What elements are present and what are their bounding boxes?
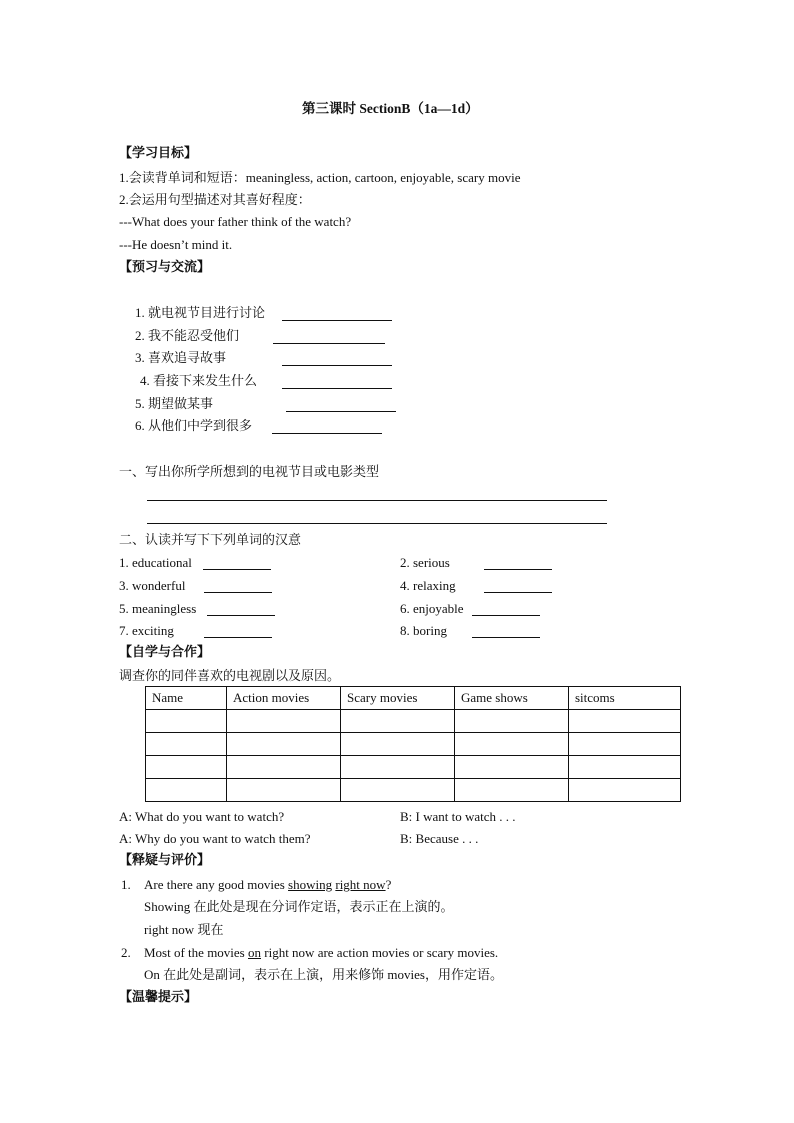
answer-blank[interactable] [484,592,552,593]
review-item-3: 3. 喜欢追寻故事 [135,350,227,365]
review-item-6: 6. 从他们中学到很多 [135,418,253,433]
explain-note-1b: right now 现在 [144,922,224,937]
page-title: 第三课时 SectionB（1a—1d） [302,101,479,116]
dialog-b-2: B: Because . . . [400,831,479,846]
table-cell[interactable] [146,710,227,733]
table-cell[interactable] [569,756,681,779]
word-item: 2. serious [400,555,450,570]
goal-line-2: 2.会运用句型描述对其喜好程度： [119,192,311,207]
table-cell[interactable] [227,756,341,779]
section-heading-tips: 【温馨提示】 [119,990,198,1005]
table-cell[interactable] [341,710,455,733]
table-row [146,779,681,802]
table-cell[interactable] [569,779,681,802]
table-row [146,756,681,779]
survey-intro: 调查你的同伴喜欢的电视剧以及原因。 [119,668,341,683]
table-row [146,710,681,733]
answer-blank[interactable] [204,592,272,593]
answer-line[interactable] [147,500,607,501]
table-cell[interactable] [569,733,681,756]
section-heading-goals: 【学习目标】 [119,146,198,161]
task-2-prompt: 二、认读并写下下列单词的汉意 [119,532,302,547]
table-cell[interactable] [341,733,455,756]
table-cell[interactable] [227,733,341,756]
goal-line-3: ---What does your father think of the watch? [119,214,352,229]
answer-blank[interactable] [286,411,396,412]
explain-note-2: On 在此处是副词，表示在上演，用来修饰 movies，用作定语。 [144,967,503,982]
table-cell[interactable] [227,779,341,802]
explain-question-2 [144,945,498,961]
table-cell[interactable] [146,779,227,802]
table-cell[interactable] [455,779,569,802]
question-text: right now are action movies or scary movies. [261,945,499,960]
table-cell[interactable] [146,756,227,779]
table-cell[interactable] [146,733,227,756]
underlined-word: right now [335,877,386,892]
table-cell[interactable] [569,710,681,733]
section-heading-preview: 【预习与交流】 [119,260,211,275]
table-cell[interactable] [341,779,455,802]
table-cell[interactable] [341,756,455,779]
table-cell[interactable] [227,710,341,733]
explain-question-1 [144,877,391,893]
task-1-prompt: 一、写出你所学所想到的电视节目或电影类型 [119,464,380,479]
survey-table [145,686,681,802]
answer-blank[interactable] [282,365,392,366]
dialog-b-1: B: I want to watch . . . [400,809,516,824]
review-item-1: 1. 就电视节目进行讨论 [135,305,266,320]
answer-blank[interactable] [272,433,382,434]
section-heading-eval: 【释疑与评价】 [119,853,211,868]
goal-line-1: 1.会读背单词和短语：meaningless, action, cartoon, enjoyable, scary movie [119,170,521,185]
word-item: 8. boring [400,623,447,638]
dialog-a-2: A: Why do you want to watch them? [119,831,311,846]
explain-number-1: 1. [121,877,131,892]
dialog-a-1: A: What do you want to watch? [119,809,285,824]
question-text: Most of the movies [144,945,248,960]
explain-number-2: 2. [121,945,131,960]
word-item: 4. relaxing [400,578,456,593]
word-item: 7. exciting [119,623,174,638]
answer-blank[interactable] [282,388,392,389]
explain-note-1a: Showing 在此处是现在分词作定语，表示正在上演的。 [144,899,454,914]
answer-blank[interactable] [273,343,385,344]
answer-blank[interactable] [282,320,392,321]
review-item-4: 4. 看接下来发生什么 [140,373,258,388]
answer-blank[interactable] [472,637,540,638]
review-item-5: 5. 期望做某事 [135,396,214,411]
word-item: 5. meaningless [119,601,197,616]
underlined-word: on [248,945,261,960]
word-item: 6. enjoyable [400,601,464,616]
answer-blank[interactable] [203,569,271,570]
table-header-cell: Scary movies [341,687,455,710]
table-header-cell: Action movies [227,687,341,710]
word-item: 3. wonderful [119,578,186,593]
table-row [146,733,681,756]
table-header-cell: Game shows [455,687,569,710]
answer-blank[interactable] [204,637,272,638]
review-item-2: 2. 我不能忍受他们 [135,328,240,343]
table-header-cell: Name [146,687,227,710]
word-item: 1. educational [119,555,192,570]
table-header-row [146,687,681,710]
question-end: ? [385,877,392,892]
answer-blank[interactable] [207,615,275,616]
section-heading-coop: 【自学与合作】 [119,645,211,660]
answer-blank[interactable] [484,569,552,570]
table-cell[interactable] [455,710,569,733]
table-cell[interactable] [455,756,569,779]
table-cell[interactable] [455,733,569,756]
answer-line[interactable] [147,523,607,524]
answer-blank[interactable] [472,615,540,616]
table-header-cell: sitcoms [569,687,681,710]
question-text: Are there any good movies [144,877,289,892]
underlined-word: showing [288,877,333,892]
goal-line-4: ---He doesn’t mind it. [119,237,233,252]
